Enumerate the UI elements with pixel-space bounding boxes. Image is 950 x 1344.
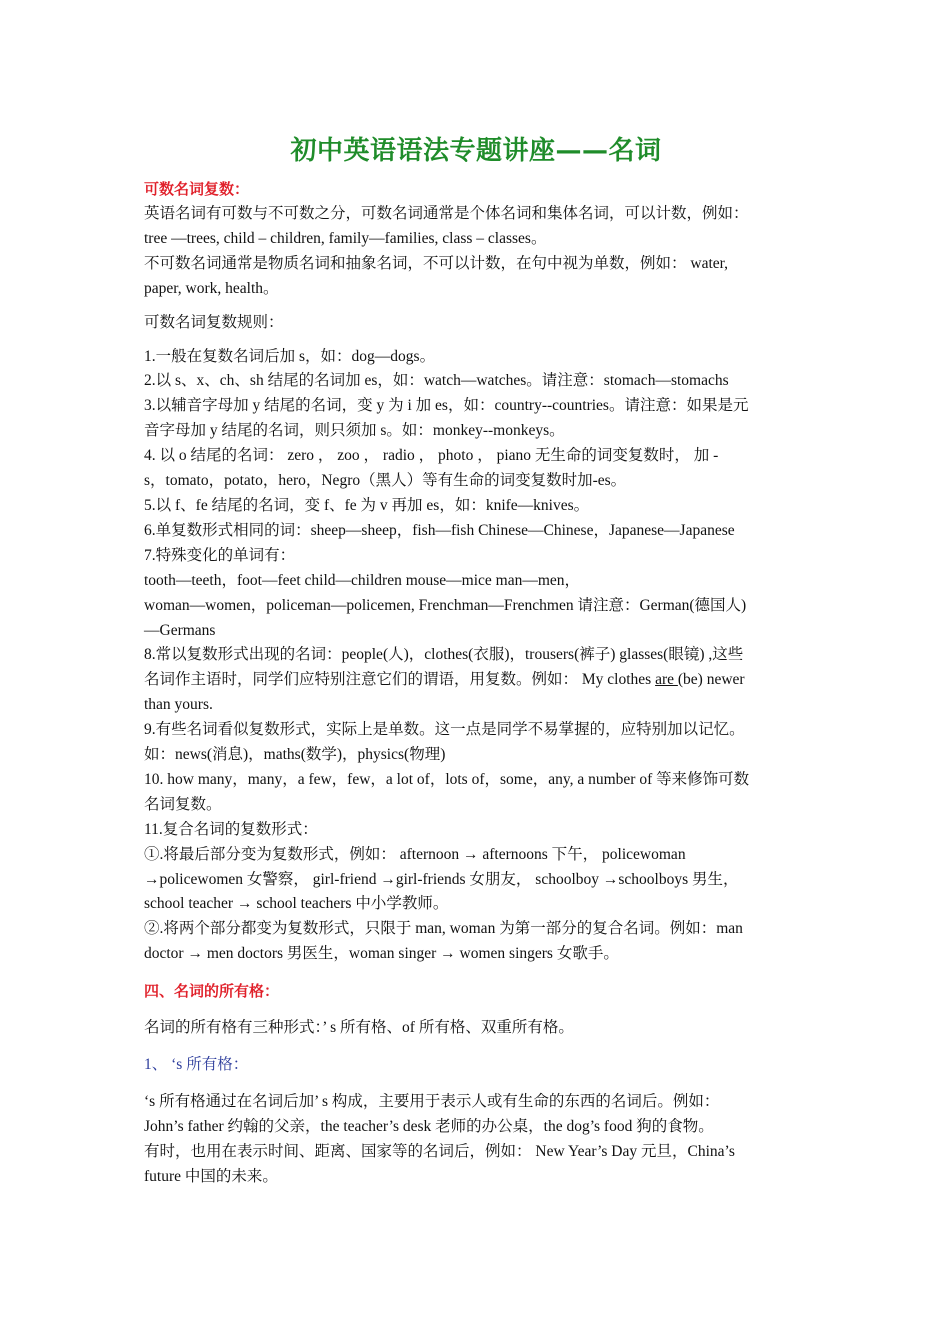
rule-8-text-end: (be) newer [677, 671, 745, 689]
rule-8-text: 名词作主语时，同学们应特别注意它们的谓语，用复数。例如： My clothes [144, 671, 656, 689]
rule-11-2-cont: doctor → men doctors 男医生，woman singer → women singers 女歌手。 [144, 945, 619, 963]
section-heading-possessive: 四、名词的所有格： [144, 982, 280, 1001]
page-title: 初中英语语法专题讲座——名词 [290, 136, 662, 166]
rule-4-cont: s，tomato，potato，hero，Negro（黑人）等有生命的词变复数时加-es。 [144, 472, 627, 490]
rule-7: 7.特殊变化的单词有： [144, 546, 296, 564]
paragraph-line: ‘s 所有格通过在名词后加’ s 构成，主要用于表示人或有生命的东西的名词后。例如： [144, 1093, 720, 1110]
paragraph-line: 英语名词有可数与不可数之分，可数名词通常是个体名词和集体名词，可以计数，例如： [144, 205, 749, 222]
rule-7-line-b: woman—women，policeman—policemen, Frenchman—Frenchmen 请注意：German(德国人) [144, 596, 747, 614]
rule-3-cont: 音字母加 y 结尾的名词，则只须加 s。如：monkey--monkeys。 [144, 422, 565, 440]
rule-10-cont: 名词复数。 [144, 795, 222, 813]
rule-9: 9.有些名词看似复数形式，实际上是单数。这一点是同学不易掌握的，应特别加以记忆。 [144, 721, 745, 739]
rule-6: 6.单复数形式相同的词：sheep—sheep，fish—fish Chinese—Chinese，Japanese—Japanese [144, 521, 735, 539]
rule-11-2: ②.将两个部分都变为复数形式，只限于 man, woman 为第一部分的复合名词。例如：man [144, 920, 743, 938]
subheading-s-possessive: 1、 ‘s 所有格： [144, 1056, 249, 1074]
rule-5: 5.以 f、fe 结尾的名词，变 f、fe 为 v 再加 es，如：knife—knives。 [144, 496, 590, 514]
paragraph-line: tree —trees, child – children, family—families, class – classes。 [144, 229, 547, 247]
underlined-answer: are [655, 671, 678, 689]
document-page [144, 130, 808, 1190]
rule-9-cont: 如：news(消息)，maths(数学)，physics(物理) [144, 746, 446, 764]
possessive-intro: 名词的所有格有三种形式：’ s 所有格、of 所有格、双重所有格。 [144, 1019, 574, 1037]
section-heading-plural: 可数名词复数： [144, 180, 250, 198]
paragraph-line: 不可数名词通常是物质名词和抽象名词，不可以计数，在句中视为单数，例如： water, [144, 254, 729, 272]
rule-2: 2.以 s、x、ch、sh 结尾的名词加 es，如：watch—watches。请注意：stomach—stomachs [144, 372, 729, 390]
rule-4: 4. 以 o 结尾的名词： zero ， zoo ， radio ， photo ， piano 无生命的词变复数时， 加 - [144, 447, 719, 465]
paragraph-line: John’s father 约翰的父亲，the teacher’s desk 老师的办公桌，the dog’s food 狗的食物。 [144, 1117, 714, 1135]
rules-title: 可数名词复数规则： [144, 313, 284, 331]
rule-11-1-cont2: school teacher → school teachers 中小学教师。 [144, 895, 449, 913]
rule-8: 8.常以复数形式出现的名词：people(人)，clothes(衣服)，trousers(裤子) glasses(眼镜) ,这些 [144, 646, 744, 664]
rule-11-1-cont: →policewomen 女警察， girl-friend →girl-friends 女朋友， schoolboy →schoolboys 男生， [144, 870, 739, 888]
paragraph-line: 有时，也用在表示时间、距离、国家等的名词后，例如： New Year’s Day 元旦，China’s [144, 1142, 735, 1160]
rule-8-cont [144, 668, 808, 693]
rule-1: 1.一般在复数名词后加 s，如：dog—dogs。 [144, 347, 436, 365]
rule-7-line-a: tooth—teeth，foot—feet child—children mouse—mice man—men， [144, 571, 581, 589]
rule-8-line-c: than yours. [144, 696, 213, 714]
rule-11: 11.复合名词的复数形式： [144, 820, 318, 838]
rule-3: 3.以辅音字母加 y 结尾的名词，变 y 为 i 加 es，如：country--countries。请注意：如果是元 [144, 397, 749, 415]
rule-11-1: ①.将最后部分变为复数形式，例如： afternoon → afternoons 下午， policewoman [144, 845, 686, 863]
rule-10: 10. how many，many，a few，few，a lot of，lots of，some，any, a number of 等来修饰可数 [144, 770, 750, 788]
paragraph-line: future 中国的未来。 [144, 1167, 278, 1185]
paragraph-line: paper, work, health。 [144, 279, 279, 297]
rule-7-line-c: —Germans [144, 621, 216, 639]
